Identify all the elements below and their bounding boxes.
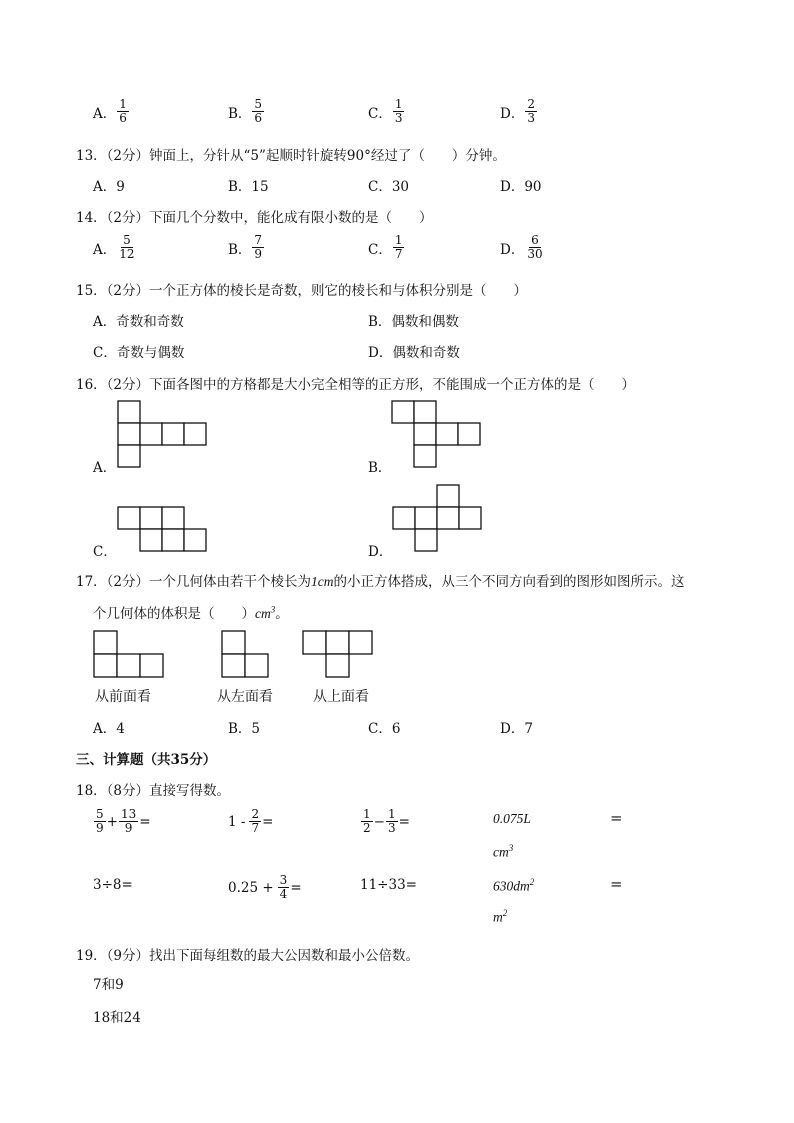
q17-option-a[interactable]: A．4 [93,721,125,737]
fraction: $\frac{2}{3}$ [527,97,535,125]
left-view-figure [221,630,271,678]
q17-stem-line2: 个几何体的体积是（ ）$cm^3$。 [93,604,289,622]
expr-6: 0.25 + $\frac{3}{4}$ = [228,873,302,901]
expr-5: 3÷8= [93,877,133,893]
expr-4-unit: $cm^3$ [493,843,514,860]
q14-option-d[interactable]: D． $\frac{6}{30}$ [500,233,543,261]
expr-4-equals: = [610,809,623,827]
q15-option-b[interactable]: B．偶数和偶数 [368,314,459,330]
expr-3: $\frac{1}{2}$ − $\frac{1}{3}$ = [363,807,410,835]
q19-stem: 19．（9分）找出下面每组数的最大公因数和最小公倍数。 [76,948,420,964]
q14-option-b[interactable]: B． $\frac{7}{9}$ [228,233,263,261]
expr-7: 11÷33= [360,877,417,893]
q12-option-b[interactable]: B． $\frac{5}{6}$ [228,97,263,125]
q13-option-c[interactable]: C．30 [368,179,410,195]
q15-option-d[interactable]: D．偶数和奇数 [368,345,460,361]
view-label-top: 从上面看 [313,689,369,705]
q17-option-d[interactable]: D．7 [500,721,533,737]
q17-option-c[interactable]: C．6 [368,721,401,737]
fraction: $\frac{13}{9}$ [120,807,137,835]
front-view-figure [93,630,167,678]
q15-stem: 15．（2分）一个正方体的棱长是奇数，则它的棱长和与体积分别是（ ） [76,283,528,299]
q12-option-d[interactable]: D． $\frac{2}{3}$ [500,97,535,125]
expr-8-unit: $m^2$ [493,908,508,925]
q14-option-c[interactable]: C． $\frac{1}{7}$ [368,233,403,261]
cube-net-d [392,484,484,554]
fraction: $\frac{6}{30}$ [527,233,543,261]
q18-stem: 18．（8分）直接写得数。 [76,783,231,799]
fraction: $\frac{1}{3}$ [387,807,396,835]
expr-4-value: 0.075L [493,811,531,826]
q13-stem: 13．（2分）钟面上，分针从“5”起顺时针旋转90°经过了（ ）分钟。 [76,148,506,164]
q16-stem: 16．（2分）下面各图中的方格都是大小完全相等的正方形，不能围成一个正方体的是（ ） [76,377,636,393]
q16-option-c[interactable]: C． [93,544,117,560]
fraction: $\frac{3}{4}$ [279,873,288,901]
cube-net-b [391,400,483,470]
top-view-figure [302,630,376,678]
q13-option-d[interactable]: D．90 [500,179,542,195]
q16-option-b[interactable]: B． [368,460,392,476]
q19-item: 7和9 [93,977,124,993]
expr-1: $\frac{5}{9}$ + $\frac{13}{9}$ = [96,807,151,835]
q16-option-a[interactable]: A． [93,460,117,476]
q13-option-a[interactable]: A．9 [93,179,125,195]
fraction: $\frac{1}{7}$ [394,233,403,261]
fraction: $\frac{5}{9}$ [96,807,104,835]
fraction: $\frac{1}{3}$ [394,97,403,125]
q19-item: 18和24 [93,1010,141,1026]
q17-stem-line1: 17．（2分）一个几何体由若干个棱长为1cm的小正方体搭成，从三个不同方向看到的图形如图所示。这 [76,574,685,590]
fraction: $\frac{2}{7}$ [251,807,260,835]
fraction: $\frac{5}{12}$ [119,233,135,261]
view-label-left: 从左面看 [217,689,273,705]
fraction: $\frac{1}{2}$ [363,807,371,835]
cube-net-a [117,400,209,470]
section-heading: 三、计算题（共35分） [76,752,217,768]
q14-stem: 14．（2分）下面几个分数中，能化成有限小数的是（ ） [76,210,433,226]
q13-option-b[interactable]: B．15 [228,179,269,195]
expr-8-equals: = [610,875,623,893]
q17-option-b[interactable]: B．5 [228,721,261,737]
q15-option-a[interactable]: A．奇数和奇数 [93,314,184,330]
expr-8-value: $630dm^2$ [493,877,535,894]
fraction: $\frac{7}{9}$ [254,233,263,261]
fraction: $\frac{1}{6}$ [119,97,127,125]
q14-option-a[interactable]: A． $\frac{5}{12}$ [93,233,135,261]
q12-option-a[interactable]: A． $\frac{1}{6}$ [93,97,127,125]
unit-1cm: 1cm [311,574,334,589]
q15-option-c[interactable]: C．奇数与偶数 [93,345,185,361]
view-label-front: 从前面看 [95,689,151,705]
q12-option-c[interactable]: C． $\frac{1}{3}$ [368,97,403,125]
q16-option-d[interactable]: D． [368,544,393,560]
cube-net-c [117,506,209,554]
expr-2: 1 - $\frac{2}{7}$ = [228,807,274,835]
fraction: $\frac{5}{6}$ [254,97,263,125]
